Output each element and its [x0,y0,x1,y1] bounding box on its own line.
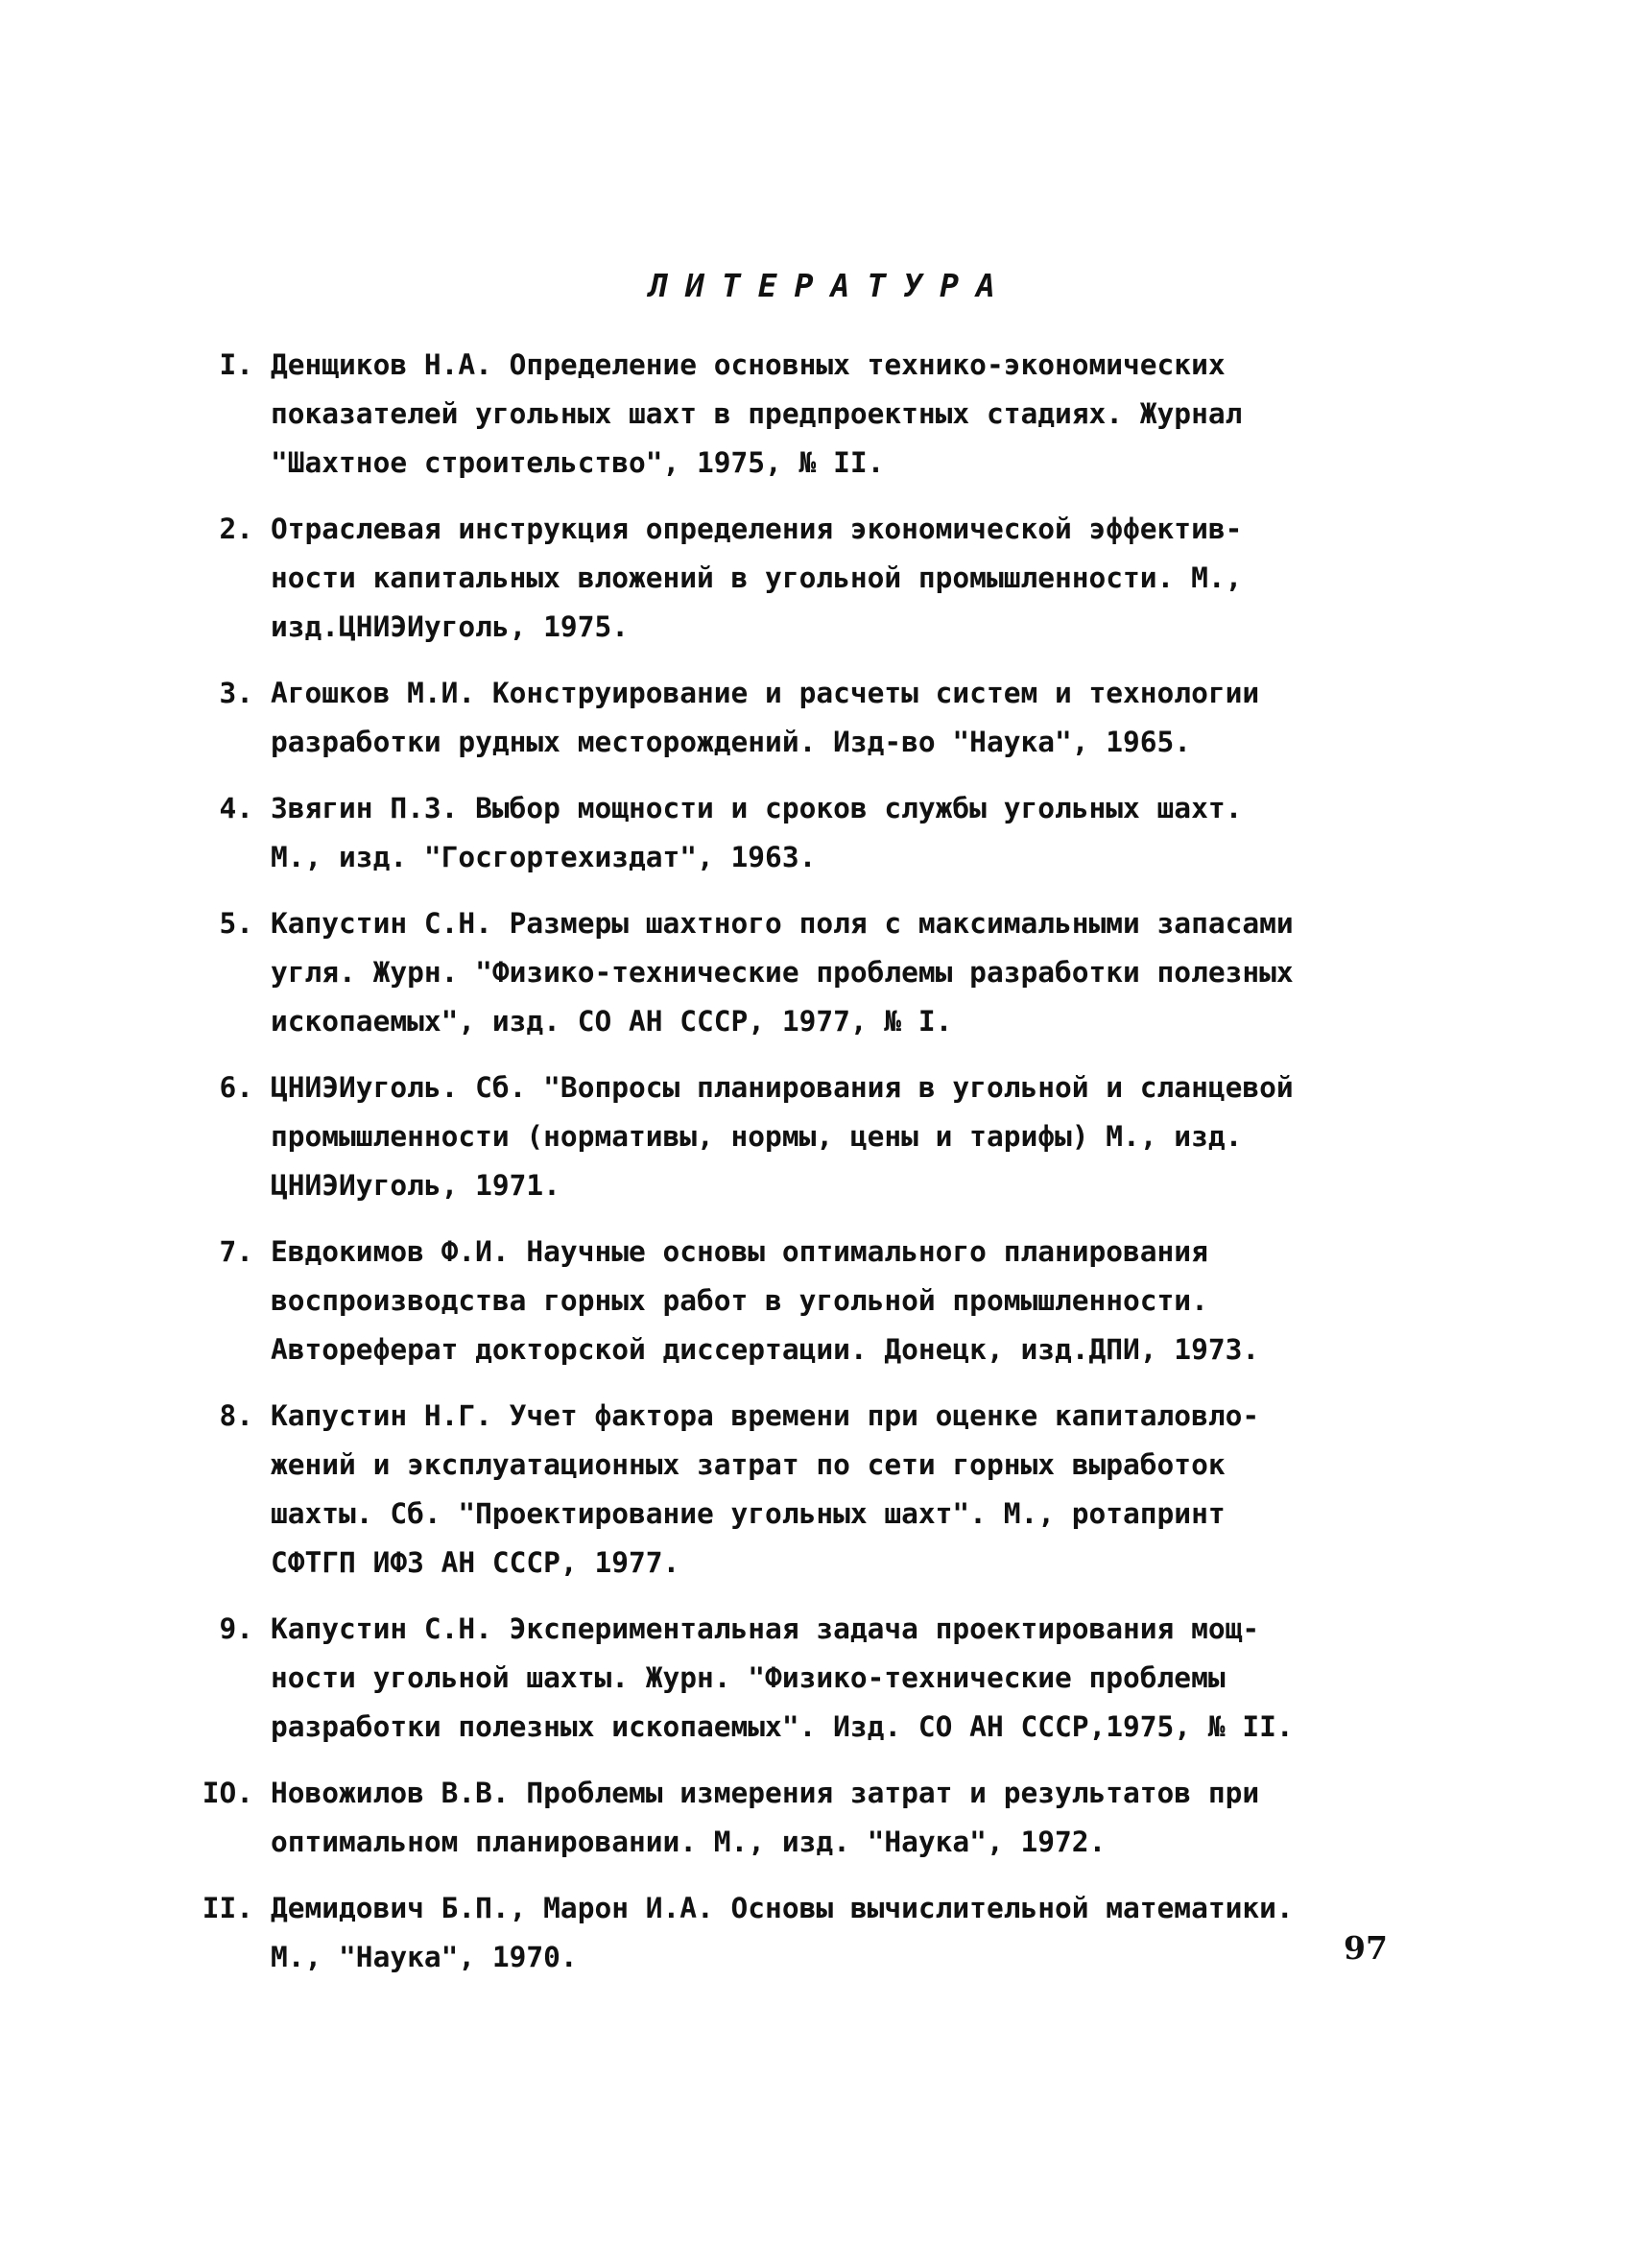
reference-number: 6. [219,1071,253,1104]
reference-item [192,1063,1459,1210]
reference-number: 4. [219,792,253,824]
reference-item [192,1392,1459,1588]
reference-text: Капустин С.Н. Размеры шахтного поля с максимальными запасами угля. Журн. "Физико-технические проблемы разработки полезных ископаемых", изд. СО АН СССР, 1977, № I. [271,907,1294,1038]
reference-item [192,1228,1459,1374]
reference-text: Новожилов В.В. Проблемы измерения затрат и результатов при оптимальном планировании. М., изд. "Наука", 1972. [271,1777,1260,1858]
reference-text: ЦНИЭИуголь. Сб. "Вопросы планирования в угольной и сланцевой промышленности (нормативы, нормы, цены и тарифы) М., изд. ЦНИЭИуголь, 1971. [271,1071,1294,1202]
page-number: 97 [1344,1929,1388,1967]
reference-text: Денщиков Н.А. Определение основных технико-экономических показателей угольных шахт в предпроектных стадиях. Журнал "Шахтное строительство", 1975, № II. [271,348,1243,479]
reference-text: Звягин П.З. Выбор мощности и сроков службы угольных шахт. М., изд. "Госгортехиздат", 1963. [271,792,1243,873]
reference-number: I. [219,348,253,381]
reference-number: 9. [219,1612,253,1645]
reference-text: Демидович Б.П., Марон И.А. Основы вычислительной математики. М., "Наука", 1970. [271,1892,1294,1973]
reference-number: II. [202,1892,253,1924]
reference-item [192,784,1459,882]
reference-number: 3. [219,677,253,709]
page-title: ЛИТЕРАТУРА [649,267,1013,304]
reference-text: Отраслевая инструкция определения экономической эффектив- ности капитальных вложений в угольной промышленности. М., изд.ЦНИЭИуголь, 1975. [271,513,1243,643]
reference-item [192,505,1459,652]
reference-item [192,899,1459,1046]
reference-text: Капустин С.Н. Экспериментальная задача проектирования мощ- ности угольной шахты. Журн. "Физико-технические проблемы разработки полезных ископаемых". Изд. СО АН СССР,1975, № II. [271,1612,1294,1743]
reference-item [192,1769,1459,1867]
reference-item [192,669,1459,767]
reference-item [192,1884,1459,1982]
reference-number: IO. [202,1777,253,1809]
reference-text: Капустин Н.Г. Учет фактора времени при оценке капиталовло- жений и эксплуатационных затрат по сети горных выработок шахты. Сб. "Проектирование угольных шахт". М., ротапринт СФТГП ИФЗ АН СССР, 1977. [271,1399,1260,1579]
reference-text: Агошков М.И. Конструирование и расчеты систем и технологии разработки рудных месторождений. Изд-во "Наука", 1965. [271,677,1260,758]
reference-text: Евдокимов Ф.И. Научные основы оптимального планирования воспроизводства горных работ в угольной промышленности. Автореферат докторской диссертации. Донецк, изд.ДПИ, 1973. [271,1235,1260,1366]
reference-number: 7. [219,1235,253,1268]
reference-list [192,341,1459,1999]
reference-number: 2. [219,513,253,545]
reference-item [192,1605,1459,1752]
reference-number: 8. [219,1399,253,1432]
reference-item [192,341,1459,488]
reference-number: 5. [219,907,253,940]
